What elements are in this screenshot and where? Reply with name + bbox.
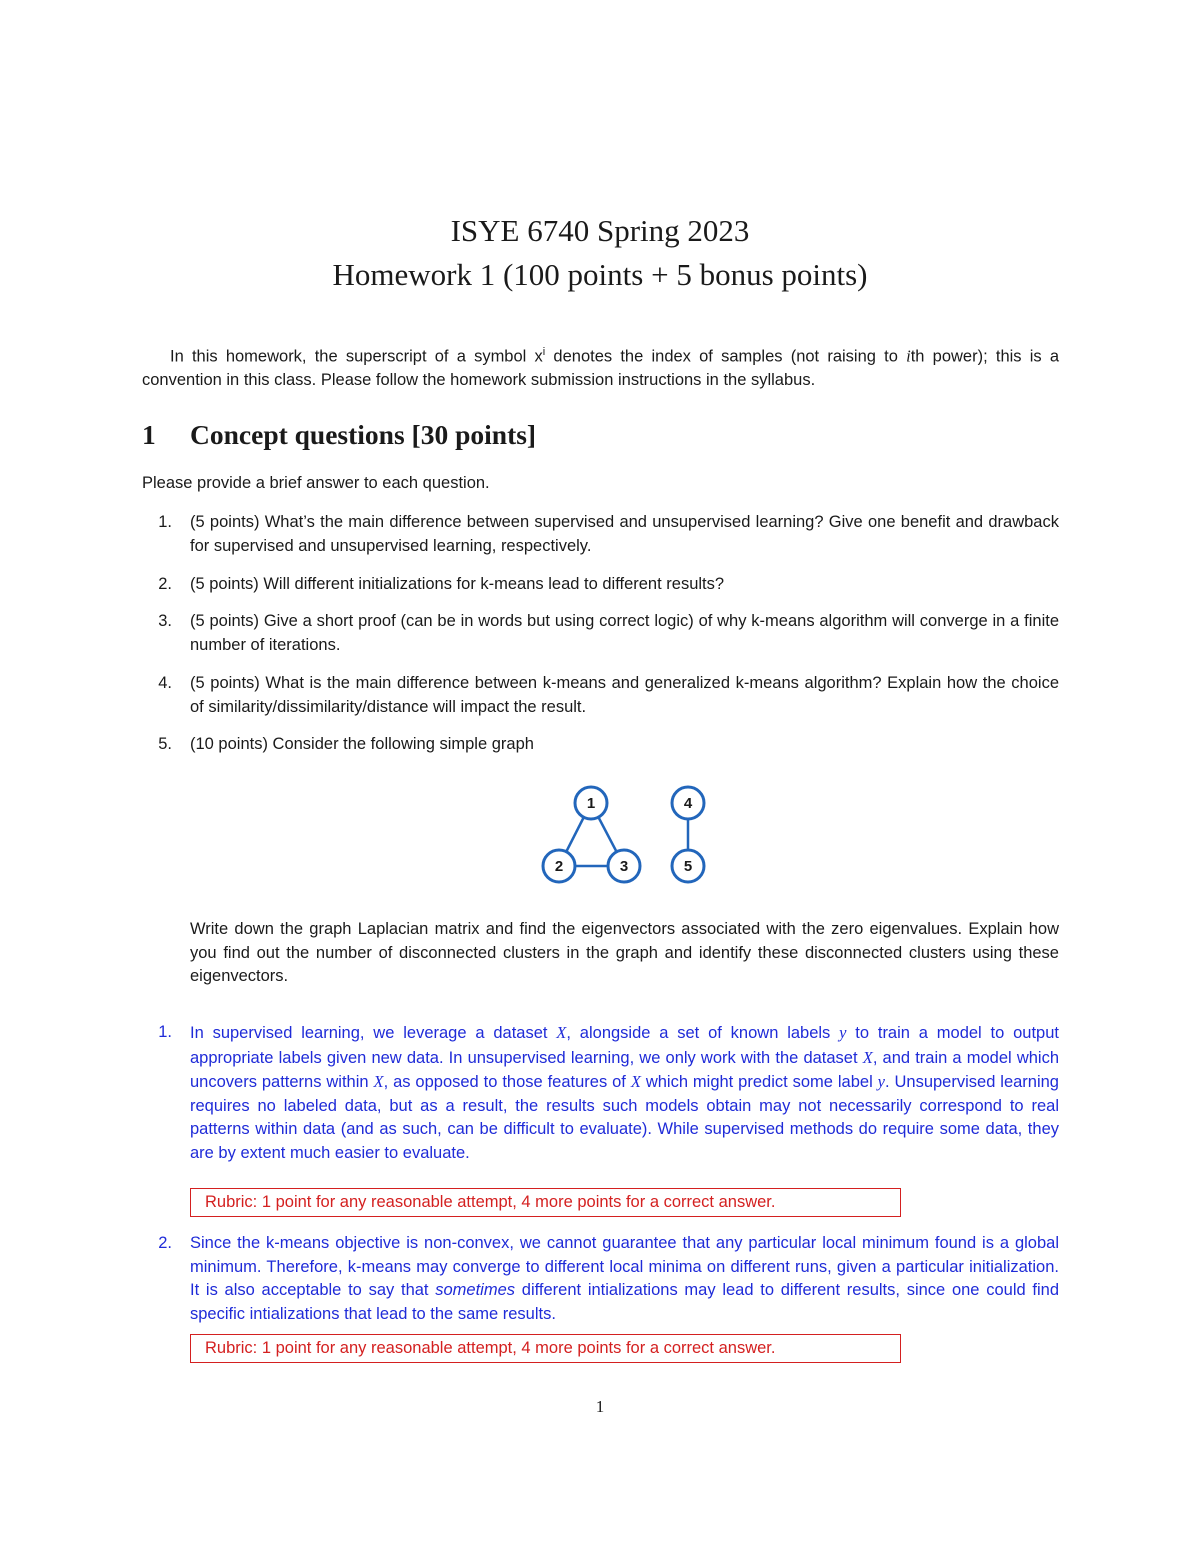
section-number: 1 (142, 419, 156, 450)
graph-node-1 (575, 787, 607, 819)
rubric-box: Rubric: 1 point for any reasonable attempt, 4 more points for a correct answer. (190, 1334, 901, 1363)
question-item (158, 672, 1059, 719)
graph-node-label: 2 (554, 858, 564, 875)
graph-node-label: 1 (586, 795, 596, 812)
question-number: 1. (158, 513, 172, 531)
section-title: Concept questions [30 points] (190, 419, 537, 450)
answer-item: 1. In supervised learning, we leverage a dataset X, alongside a set of known labels y to train a model to output appropriate labels given new data. In unsupervised learning, we only work with the dataset X, and train a model which uncovers patterns within X, as opposed to those features of X which might predict some label y. Unsupervised learning requires no labeled data, but as a result, the results such models obtain may not necessarily correspond to real patterns within data (and as such, can be difficult to evaluate). While supervised methods do require some data, they are by extent much easier to evaluate. (190, 1021, 1059, 1165)
document-subtitle: Homework 1 (100 points + 5 bonus points) (332, 257, 868, 292)
rubric-box: Rubric: 1 point for any reasonable attempt, 4 more points for a correct answer. (190, 1188, 901, 1217)
question-item (158, 511, 1059, 558)
question-number: 3. (158, 612, 172, 630)
question-item (158, 573, 1059, 597)
question-text: (5 points) Will different initializations for k-means lead to different results? (190, 575, 725, 593)
graph-node-4 (672, 787, 704, 819)
answer-number: 2. (158, 1234, 172, 1252)
question-number: 2. (158, 575, 172, 593)
question-item (158, 733, 1059, 757)
question-text: (5 points) Give a short proof (can be in words but using correct logic) of why k-means algorithm will converge in a finite number of iterations. (190, 612, 1059, 654)
graph-node-label: 5 (683, 858, 693, 875)
intro-paragraph: In this homework, the superscript of a symbol $x^i$ denotes the index of samples (not raising to ith power); this is a convention in this class. Please follow the homework submission instructions in the syllabus. (142, 346, 1060, 389)
question-followup: Write down the graph Laplacian matrix and find the eigenvectors associated with the zero eigenvalues. Explain how you find out the number of disconnected clusters in the graph and identify these disconnected clusters using these eigenvectors. (190, 920, 1059, 985)
question-text: (5 points) What is the main difference between k-means and generalized k-means algorithm? Explain how the choice of similarity/dissimilarity/distance will impact the result. (190, 674, 1059, 716)
section-instruction: Please provide a brief answer to each question. (142, 474, 490, 492)
graph-node-3 (608, 850, 640, 882)
graph-figure (530, 780, 730, 890)
question-text: (5 points) What’s the main difference between supervised and unsupervised learning? Give one benefit and drawback for supervised and unsupervised learning, respectively. (190, 513, 1059, 555)
question-text: (10 points) Consider the following simple graph (190, 735, 534, 753)
section-heading (142, 419, 536, 451)
graph-node-2 (543, 850, 575, 882)
document-title: ISYE 6740 Spring 2023 (450, 213, 750, 248)
graph-node-label: 4 (683, 795, 693, 812)
graph-node-5 (672, 850, 704, 882)
graph-node-label: 3 (619, 858, 629, 875)
question-number: 5. (158, 735, 172, 753)
question-item (158, 610, 1059, 657)
question-number: 4. (158, 674, 172, 692)
answer-number: 1. (158, 1023, 172, 1041)
answer-item: 2. Since the k-means objective is non-convex, we cannot guarantee that any particular local minimum found is a global minimum. Therefore, k-means may converge to different local minima on different runs, given a particular initialization. It is also acceptable to say that sometimes different intializations may lead to different results, since one could find specific intializations that lead to the same results. (190, 1232, 1059, 1326)
page-number: 1 (595, 1397, 605, 1416)
